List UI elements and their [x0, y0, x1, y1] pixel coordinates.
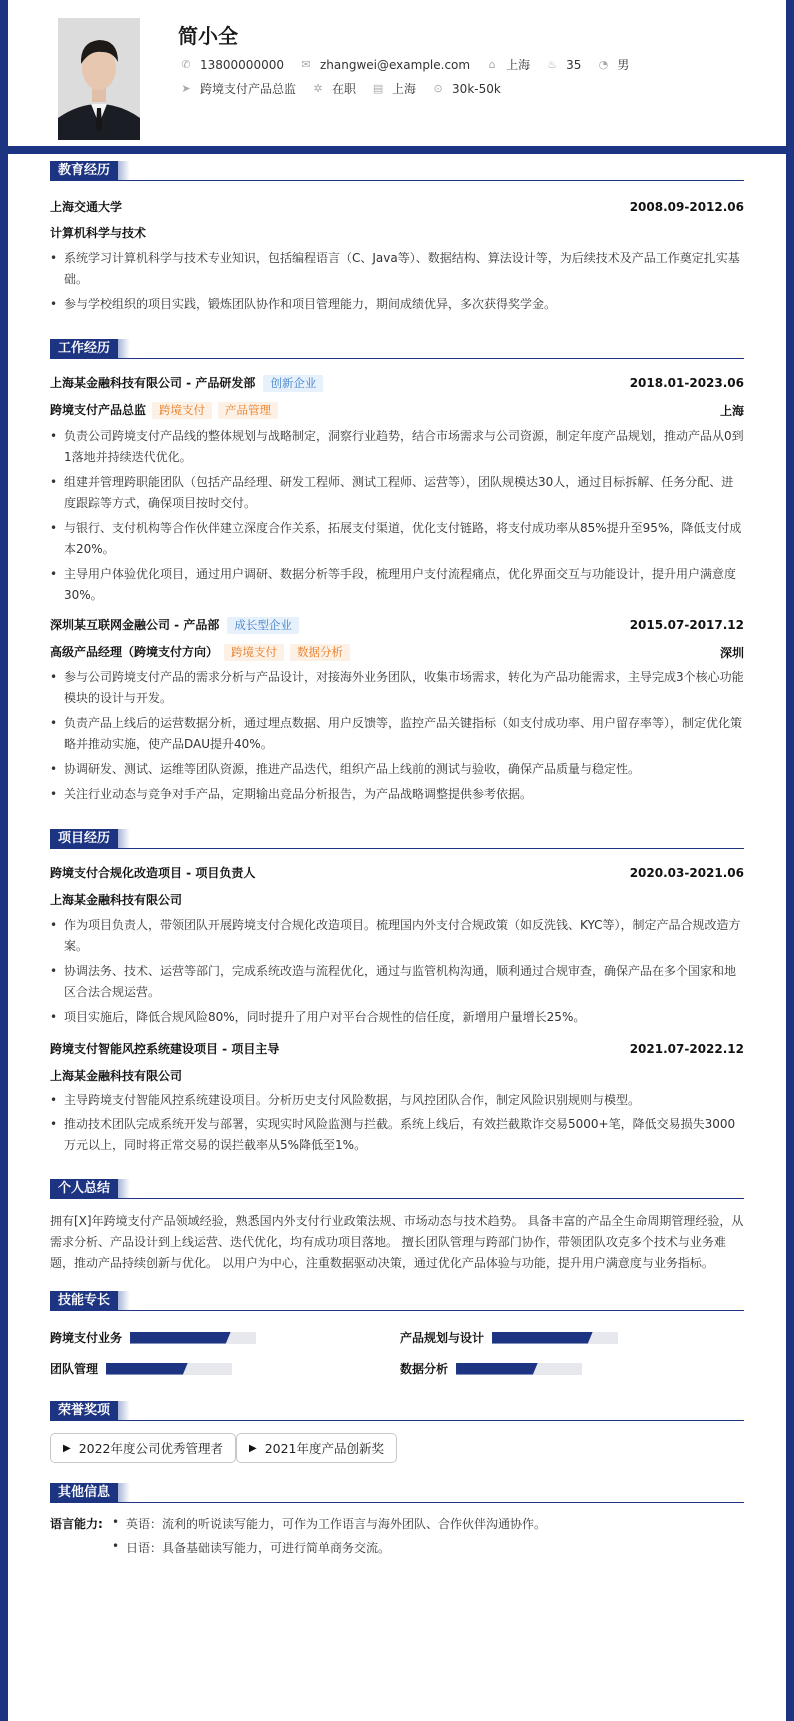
- project-name: 跨境支付合规化改造项目 - 项目负责人: [50, 866, 256, 880]
- project-period: 2020.03-2021.06: [629, 865, 744, 880]
- skill-item: [50, 1360, 232, 1377]
- home-icon: ⌂: [488, 58, 496, 71]
- contact-row: [180, 56, 645, 73]
- skill-bar-fill: [456, 1363, 538, 1375]
- triangle-icon: ▶: [249, 1442, 257, 1454]
- skill-tag: 数据分析: [290, 644, 350, 661]
- skill-bar-fill: [492, 1332, 593, 1344]
- section-divider: [50, 1198, 744, 1199]
- education-period: 2008.09-2012.06: [629, 199, 744, 214]
- target-city: 上海: [392, 82, 417, 96]
- section-divider: [50, 848, 744, 849]
- resume-header: [8, 0, 786, 146]
- section-divider: [50, 358, 744, 359]
- work-bullet: • 与银行、支付机构等合作伙伴建立深度合作关系，拓展支付渠道，优化支付链路，将支付成功率从85%提升至95%，降低支付成本20%。: [50, 518, 744, 560]
- skill-bar: [456, 1363, 582, 1375]
- award-label: 2022年度公司优秀管理者: [78, 1441, 224, 1456]
- work-location: 深圳: [719, 645, 744, 660]
- status: 在职: [332, 82, 357, 96]
- section-skills: [50, 1291, 130, 1311]
- job-title: 高级产品经理（跨境支付方向）: [50, 645, 219, 659]
- section-work: [50, 339, 130, 359]
- status-icon: ✲: [313, 82, 323, 95]
- skill-name: 产品规划与设计: [400, 1331, 485, 1345]
- skill-bar: [130, 1332, 256, 1344]
- education-bullet: • 系统学习计算机科学与技术专业知识，包括编程语言（C、Java等）、数据结构、算法设计等，为后续技术及产品工作奠定扎实基础。: [50, 248, 744, 290]
- work-bullet: • 协调研发、测试、运维等团队资源，推进产品迭代，组织产品上线前的测试与验收，确保产品质量与稳定性。: [50, 759, 744, 780]
- work-bullet: • 参与公司跨境支付产品的需求分析与产品设计，对接海外业务团队，收集市场需求，转化为产品功能需求，主导完成3个核心功能模块的设计与开发。: [50, 667, 744, 709]
- section-divider: [50, 1502, 744, 1503]
- work-company-row: [50, 374, 744, 392]
- project-company: 上海某金融科技有限公司: [50, 893, 183, 907]
- work-title-row: [50, 401, 744, 419]
- skill-tag: 产品管理: [218, 402, 278, 419]
- project-company-row: [50, 891, 744, 908]
- section-divider: [50, 180, 744, 181]
- project-bullet: • 作为项目负责人，带领团队开展跨境支付合规化改造项目。梳理国内外支付合规政策（如反洗钱、KYC等），制定产品合规改造方案。: [50, 915, 744, 957]
- phone-icon: ✆: [181, 58, 191, 71]
- skill-name: 数据分析: [400, 1362, 449, 1376]
- right-frame: [786, 0, 794, 1721]
- work-bullet: • 组建并管理跨职能团队（包括产品经理、研发工程师、测试工程师、运营等），团队规模达30人，通过目标拆解、任务分配、进度跟踪等方式，确保项目按时交付。: [50, 472, 744, 514]
- section-title: 项目经历: [50, 829, 118, 849]
- project-company: 上海某金融科技有限公司: [50, 1069, 183, 1083]
- project-header: [50, 1040, 744, 1057]
- skill-bar-fill: [130, 1332, 231, 1344]
- summary-text: 拥有[X]年跨境支付产品领域经验，熟悉国内外支付行业政策法规、市场动态与技术趋势。 具备丰富的产品全生命周期管理经验，从需求分析、产品设计到上线运营、迭代优化，均有成功项目落地。 擅长团队管理与跨部门协作，带领团队攻克多个技术与业务难题，推动产品持续创新与优化。 以用户为中心，注重数据驱动决策，通过优化产品体验与功能，提升用户满意度与业务指标。: [50, 1214, 744, 1270]
- position: 跨境支付产品总监: [200, 82, 297, 96]
- section-title: 荣誉奖项: [50, 1401, 118, 1421]
- work-bullet: • 负责公司跨境支付产品线的整体规划与战略制定，洞察行业趋势，结合市场需求与公司资源，制定年度产品规划，推动产品从0到1落地并持续迭代优化。: [50, 426, 744, 468]
- language-item: • 日语：具备基础读写能力，可进行简单商务交流。: [112, 1539, 390, 1556]
- email: zhangwei@example.com: [319, 57, 471, 72]
- work-bullet: • 关注行业动态与竞争对手产品，定期输出竞品分析报告，为产品战略调整提供参考依据。: [50, 784, 744, 805]
- phone: 13800000000: [200, 57, 284, 72]
- email-icon: ✉: [301, 58, 311, 71]
- building-icon: ▤: [372, 82, 384, 95]
- company-tag: 创新企业: [263, 375, 323, 392]
- work-bullet: • 负责产品上线后的运营数据分析，通过埋点数据、用户反馈等，监控产品关键指标（如支付成功率、用户留存率等），制定优化策略并推动实施，使产品DAU提升40%。: [50, 713, 744, 755]
- cake-icon: ♨: [547, 58, 558, 71]
- section-title: 个人总结: [50, 1179, 118, 1199]
- project-header: [50, 864, 744, 881]
- job-intent-row: [180, 80, 517, 97]
- education-bullet: • 参与学校组织的项目实践，锻炼团队协作和项目管理能力，期间成绩优异，多次获得奖学金。: [50, 294, 744, 315]
- work-location: 上海: [719, 403, 744, 418]
- project-bullet: • 协调法务、技术、运营等部门，完成系统改造与流程优化，通过与监管机构沟通，顺利通过合规审查，确保产品在多个国家和地区合法合规运营。: [50, 961, 744, 1003]
- skill-tag: 跨境支付: [152, 402, 212, 419]
- salary: 30k-50k: [452, 81, 501, 96]
- section-title: 工作经历: [50, 339, 118, 359]
- section-awards: [50, 1401, 130, 1421]
- education-major-row: [50, 224, 744, 241]
- project-bullet: • 项目实施后，降低合规风险80%，同时提升了用户对平台合规性的信任度，新增用户量增长25%。: [50, 1007, 744, 1028]
- section-title: 教育经历: [50, 161, 118, 181]
- triangle-icon: ▶: [63, 1442, 71, 1454]
- company-name: 深圳某互联网金融公司 - 产品部: [50, 618, 220, 632]
- age: 35: [566, 57, 582, 72]
- section-other: [50, 1483, 130, 1503]
- send-icon: ➤: [181, 82, 191, 95]
- language-item: • 英语：流利的听说读写能力，可作为工作语言与海外团队、合作伙伴沟通协作。: [112, 1515, 546, 1532]
- salary-icon: ⊙: [433, 82, 443, 95]
- gender-icon: ◔: [598, 58, 609, 71]
- project-period: 2021.07-2022.12: [629, 1041, 744, 1056]
- gender: 男: [617, 58, 630, 72]
- profile-photo: [58, 18, 140, 140]
- major: 计算机科学与技术: [50, 226, 147, 240]
- city: 上海: [506, 58, 531, 72]
- skill-bar: [106, 1363, 232, 1375]
- company-name: 上海某金融科技有限公司 - 产品研发部: [50, 376, 256, 390]
- language-label: 语言能力:: [50, 1517, 103, 1531]
- job-title: 跨境支付产品总监: [50, 403, 147, 417]
- skill-item: [50, 1329, 256, 1346]
- school-name: 上海交通大学: [50, 200, 123, 214]
- award-item: [236, 1433, 397, 1463]
- work-period: 2015.07-2017.12: [629, 618, 744, 632]
- section-summary: [50, 1179, 130, 1199]
- work-bullet: • 主导用户体验优化项目，通过用户调研、数据分析等手段，梳理用户支付流程痛点，优化界面交互与功能设计，提升用户满意度30%。: [50, 564, 744, 606]
- section-education: [50, 161, 130, 181]
- company-tag: 成长型企业: [227, 617, 299, 634]
- left-frame: [0, 0, 8, 1721]
- education-header: [50, 198, 744, 215]
- work-period: 2018.01-2023.06: [629, 376, 744, 390]
- skill-bar: [492, 1332, 618, 1344]
- project-name: 跨境支付智能风控系统建设项目 - 项目主导: [50, 1042, 280, 1056]
- section-title: 技能专长: [50, 1291, 118, 1311]
- section-divider: [50, 1310, 744, 1311]
- work-company-row: [50, 616, 744, 634]
- section-divider: [50, 1420, 744, 1421]
- project-company-row: [50, 1067, 744, 1084]
- section-title: 其他信息: [50, 1483, 118, 1503]
- candidate-name: 简小全: [178, 24, 238, 48]
- skill-bar-fill: [106, 1363, 188, 1375]
- skill-item: [400, 1360, 582, 1377]
- award-item: [50, 1433, 236, 1463]
- section-projects: [50, 829, 130, 849]
- skill-item: [400, 1329, 618, 1346]
- skill-tag: 跨境支付: [224, 644, 284, 661]
- award-label: 2021年度产品创新奖: [264, 1441, 385, 1456]
- skill-name: 跨境支付业务: [50, 1331, 123, 1345]
- skill-name: 团队管理: [50, 1362, 99, 1376]
- work-title-row: [50, 643, 744, 661]
- project-bullet: • 推动技术团队完成系统开发与部署，实现实时风险监测与拦截。系统上线后，有效拦截欺诈交易5000+笔，降低交易损失3000万元以上，同时将正常交易的误拦截率从5%降低至1%。: [50, 1114, 744, 1156]
- project-bullet: • 主导跨境支付智能风控系统建设项目。分析历史支付风险数据，与风控团队合作，制定风险识别规则与模型。: [50, 1090, 744, 1111]
